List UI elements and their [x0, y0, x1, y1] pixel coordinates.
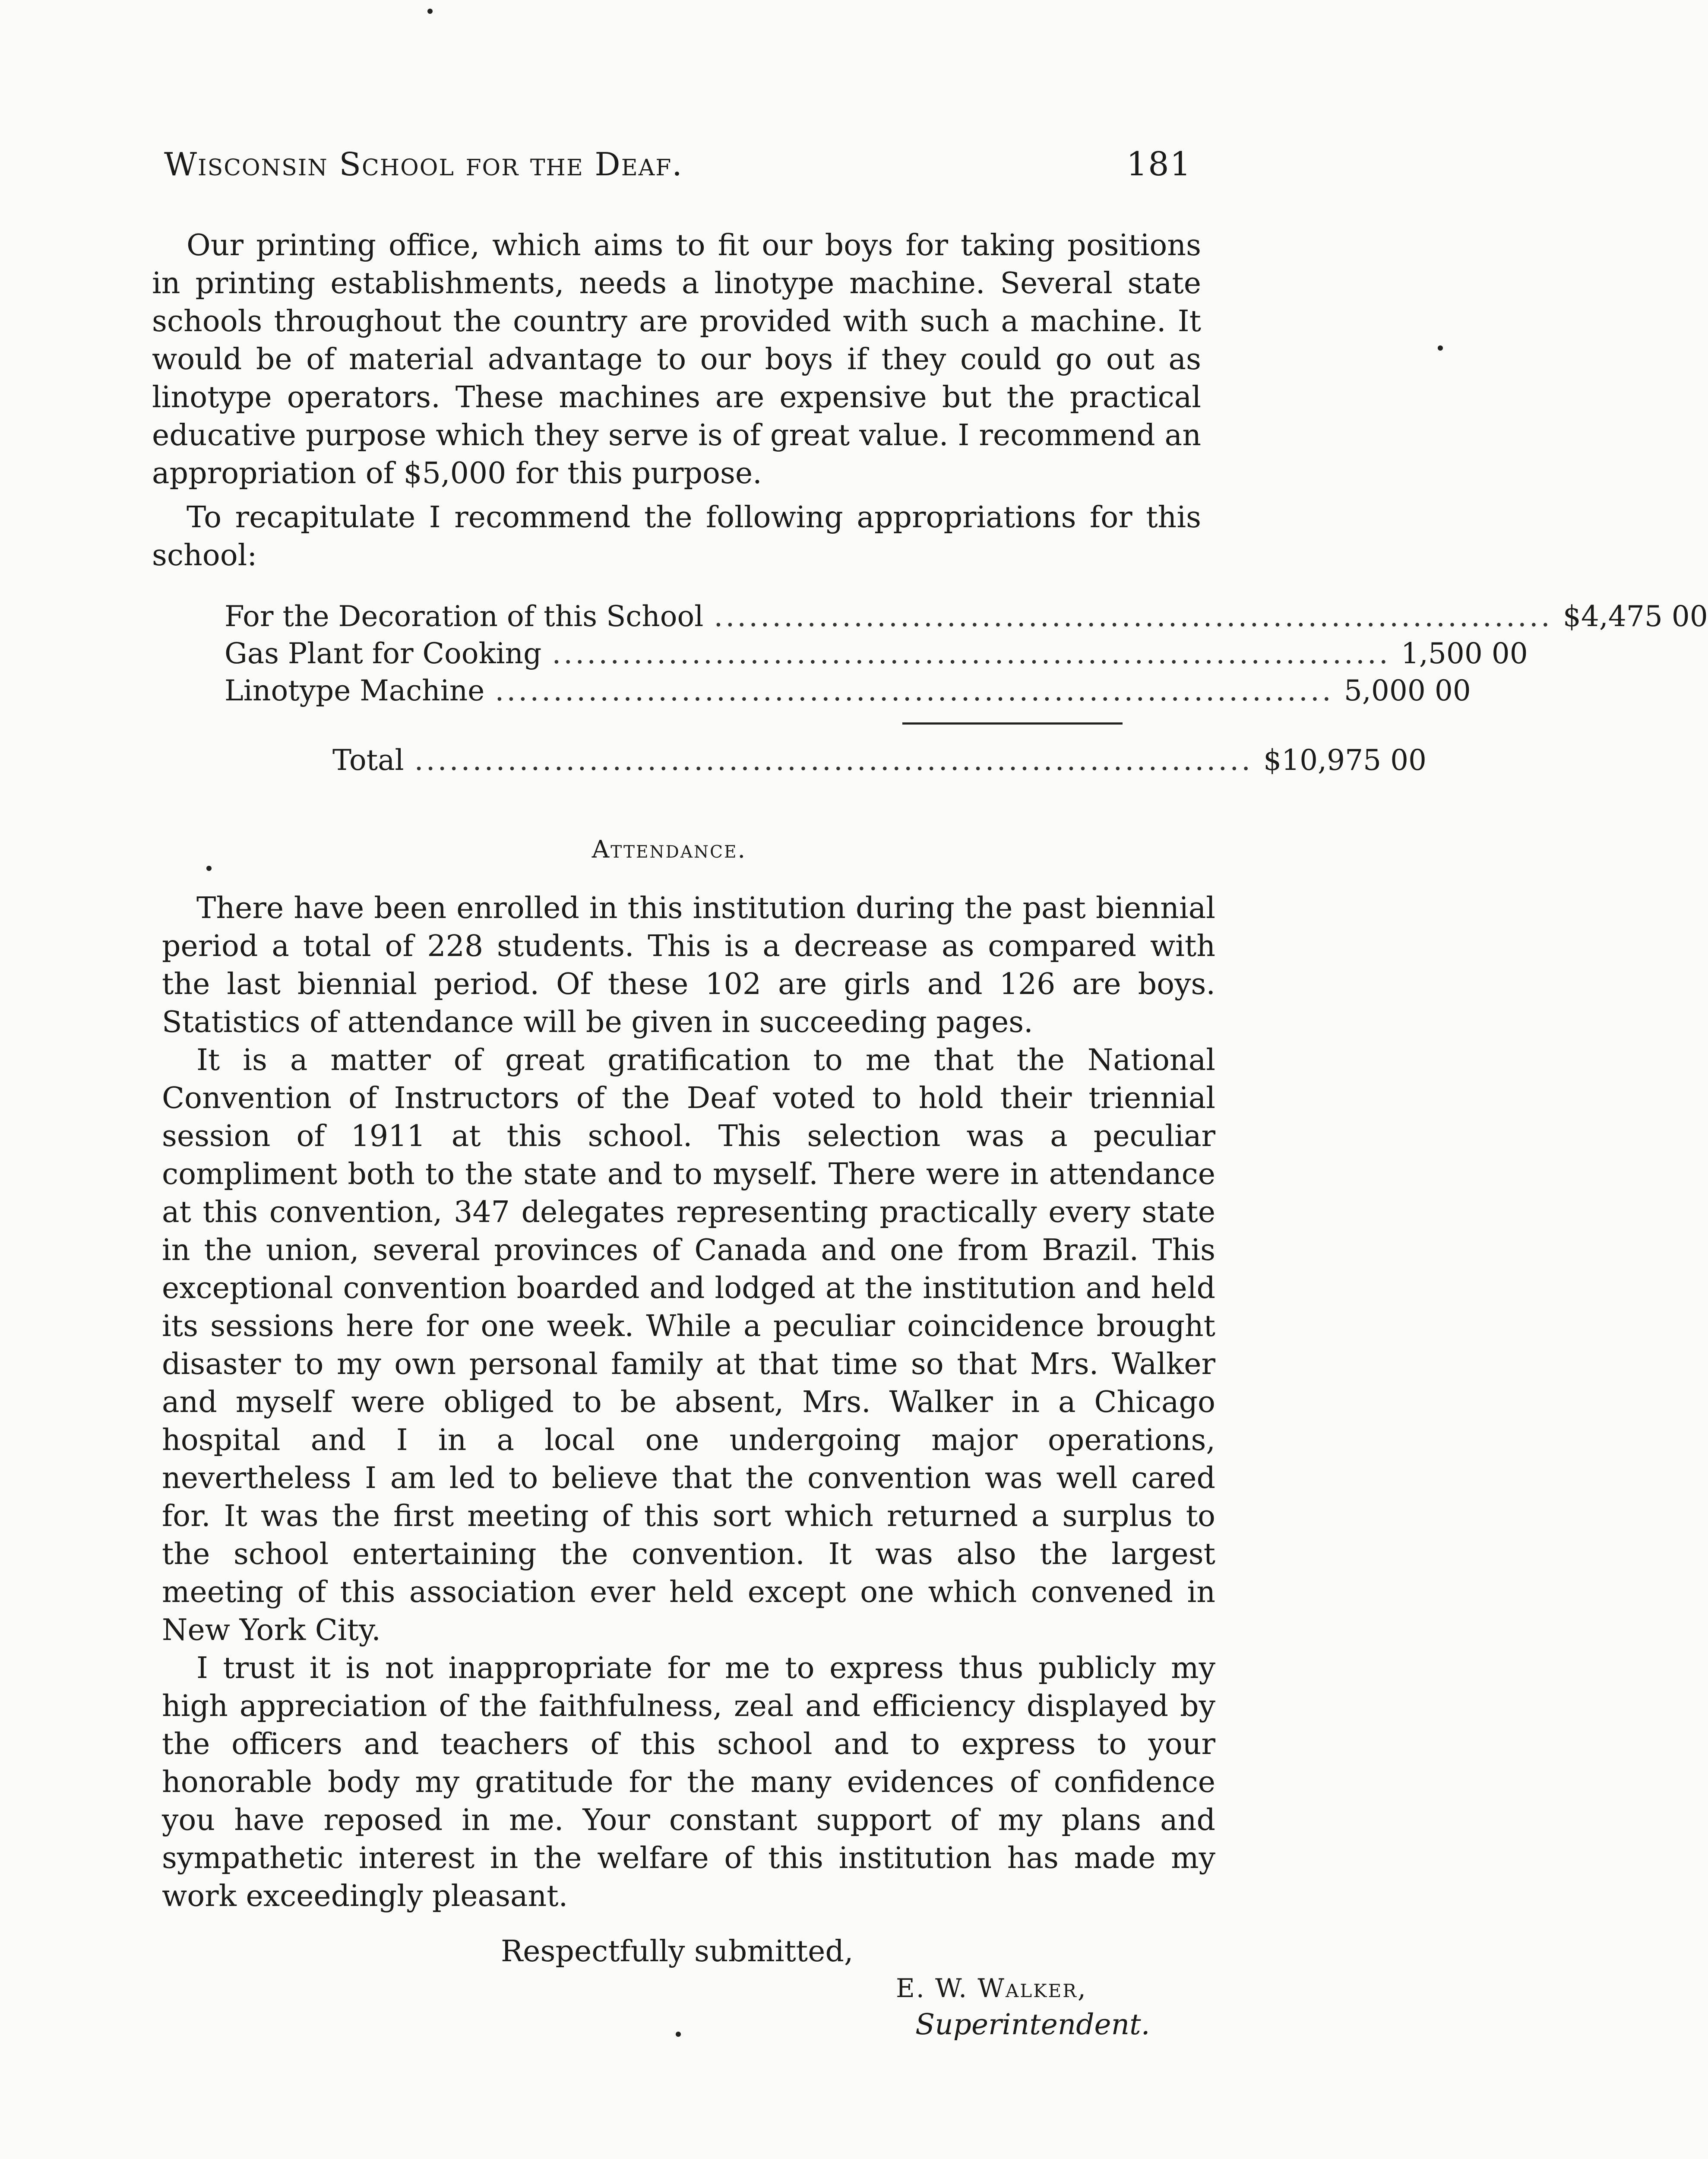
running-head	[164, 145, 1192, 183]
appropriation-amount: 5,000 00	[1344, 674, 1471, 707]
appropriation-label: Linotype Machine	[225, 674, 485, 707]
appropriation-row	[225, 598, 1708, 635]
signature-title: Superintendent.	[915, 2008, 1150, 2041]
paragraph: I trust it is not inappropriate for me to express thus publicly my high appreciation of the faithfulness, zeal and efficiency displayed by the officers and teachers of this school and to express to your honorable body my gratitude for the many evidences of confidence you have reposed in me. Your constant support of my plans and sympathetic interest in the welfare of this institution has made my work exceedingly pleasant.	[162, 1651, 1215, 1913]
print-speck	[206, 866, 212, 871]
appropriations-table	[225, 598, 1708, 779]
leader-dots: ........................................................................	[714, 600, 1553, 633]
leader-dots: ........................................................................	[495, 674, 1334, 707]
paragraph: To recapitulate I recommend the following appropriations for this school:	[152, 500, 1201, 573]
paragraph-recapitulate	[152, 499, 1201, 575]
appropriation-label: For the Decoration of this School	[225, 600, 704, 633]
running-title: Wisconsin School for the Deaf.	[164, 146, 683, 183]
appropriation-amount: 1,500 00	[1401, 637, 1528, 670]
paragraph-linotype	[152, 227, 1201, 493]
paragraph: Our printing office, which aims to fit our boys for taking positions in printing establishments, needs a linotype machine. Several state schools throughout the country are provided with such a machine. It would be of material advantage to our boys if they could go out as linotype operators. These machines are expensive but the practical educative purpose which they serve is of great value. I recommend an appropriation of $5,000 for this purpose.	[152, 228, 1201, 491]
paragraph: There have been enrolled in this institution during the past biennial period a total of 228 students. This is a decrease as compared with the last biennial period. Of these 102 are girls and 126 are boys. Statistics of attendance will be given in succeeding pages.	[162, 891, 1215, 1039]
leader-dots: ........................................................................	[552, 637, 1391, 670]
appropriation-amount: $4,475 00	[1563, 600, 1708, 633]
leader-dots: ........................................................................	[414, 744, 1253, 777]
total-label: Total	[332, 744, 404, 777]
closing: Respectfully submitted,	[501, 1934, 854, 1969]
appropriation-row	[225, 672, 1471, 709]
print-speck	[1438, 345, 1443, 351]
paragraph: It is a matter of great gratification to me that the National Convention of Instructors of the Deaf voted to hold their triennial session of 1911 at this school. This selection was a peculiar compliment both to the state and to myself. There were in attendance at this convention, 347 delegates representing practically every state in the union, several provinces of Canada and one from Brazil. This exceptional convention boarded and lodged at the institution and held its sessions here for one week. While a peculiar coincidence brought disaster to my own personal family at that time so that Mrs. Walker and myself were obliged to be absent, Mrs. Walker in a Chicago hospital and I in a local one undergoing major operations, nevertheless I am led to believe that the convention was well cared for. It was the first meeting of this sort which returned a surplus to the school entertaining the convention. It was also the largest meeting of this association ever held except one which convened in New York City.	[162, 1043, 1215, 1647]
attendance-section	[162, 890, 1215, 1915]
print-speck	[676, 2032, 681, 2037]
page-number: 181	[1126, 145, 1192, 183]
total-row	[225, 742, 1427, 779]
section-heading-attendance: Attendance.	[591, 836, 747, 864]
appropriation-label: Gas Plant for Cooking	[225, 637, 542, 670]
appropriation-row	[225, 635, 1528, 672]
signature-name: E. W. Walker,	[896, 1973, 1087, 2004]
print-speck	[427, 9, 433, 14]
total-amount: $10,975 00	[1263, 744, 1427, 777]
total-rule	[902, 722, 1123, 725]
